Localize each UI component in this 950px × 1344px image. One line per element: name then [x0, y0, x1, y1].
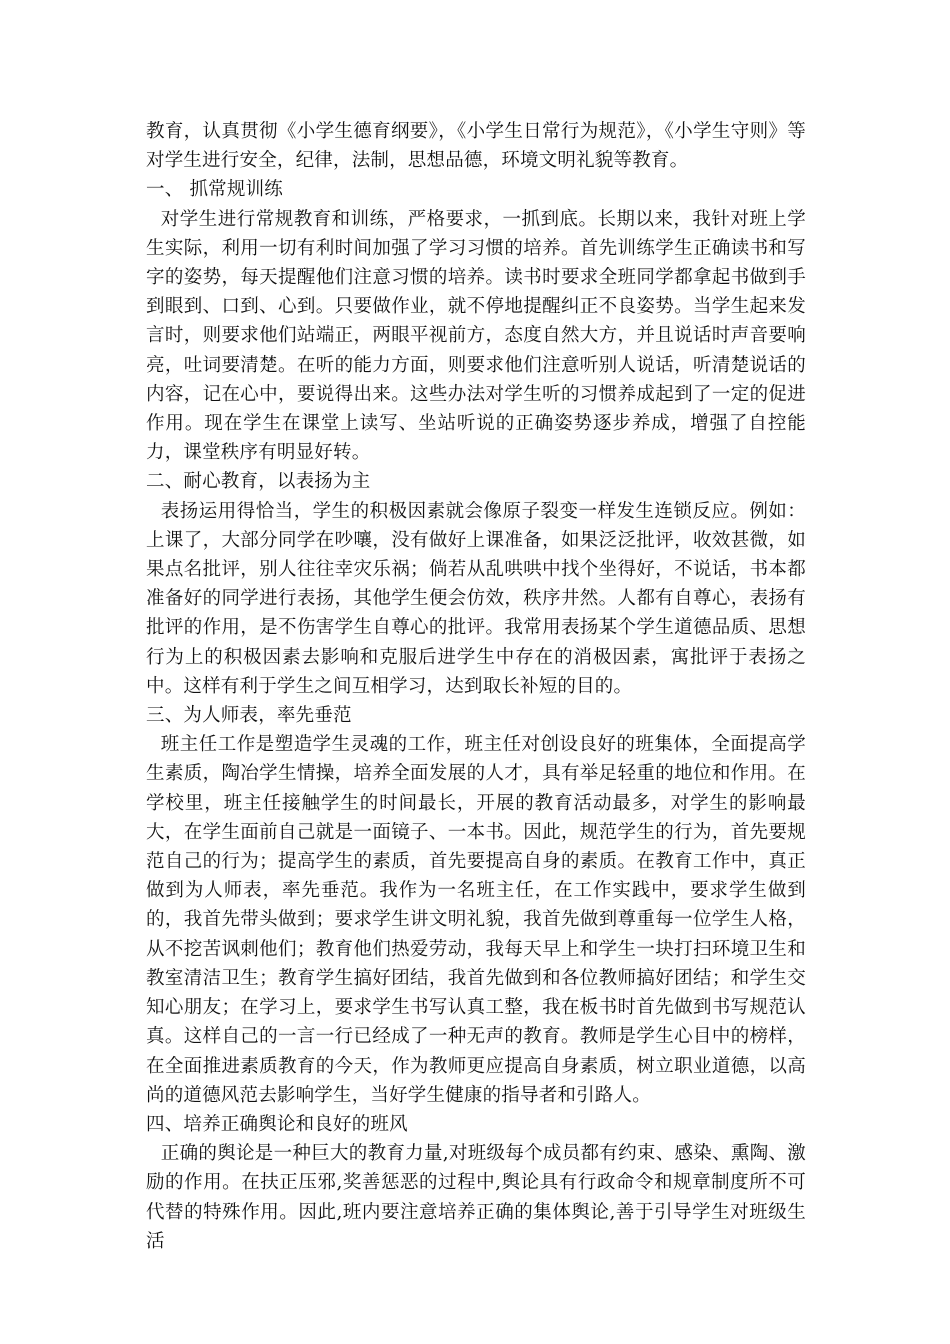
section-1-heading: 一、 抓常规训练 — [146, 179, 283, 201]
section-1-body: 对学生进行常规教育和训练，严格要求，一抓到底。长期以来，我针对班上学生实际，利用一切有利时间加强了学习习惯的培养。首先训练学生正确读书和写字的姿势，每天提醒他们注意习惯的培养。读书时要求全班同学都拿起书做到手到眼到、口到、心到。只要做作业，就不停地提醒纠正不良姿势。当学生起来发言时，则要求他们站端正，两眼平视前方，态度自然大方，并且说话时声音要响亮，吐词要清楚。在听的能力方面，则要求他们注意听别人说话，听清楚说话的内容，记在心中，要说得出来。这些办法对学生听的习惯养成起到了一定的促进作用。现在学生在课堂上读写、坐站听说的正确姿势逐步养成，增强了自控能力，课堂秩序有明显好转。 — [146, 208, 806, 464]
section-3-body: 班主任工作是塑造学生灵魂的工作，班主任对创设良好的班集体，全面提高学生素质，陶冶学生情操，培养全面发展的人才，具有举足轻重的地位和作用。在学校里，班主任接触学生的时间最长，开展的教育活动最多，对学生的影响最大，在学生面前自己就是一面镜子、一本书。因此，规范学生的行为，首先要规范自己的行为；提高学生的素质，首先要提高自身的素质。在教育工作中，真正做到为人师表，率先垂范。我作为一名班主任，在工作实践中，要求学生做到的，我首先带头做到；要求学生讲文明礼貌，我首先做到尊重每一位学生人格，从不挖苦讽刺他们；教育他们热爱劳动，我每天早上和学生一块打扫环境卫生和教室清洁卫生；教育学生搞好团结，我首先做到和各位教师搞好团结；和学生交知心朋友；在学习上，要求学生书写认真工整，我在板书时首先做到书写规范认真。这样自己的一言一行已经成了一种无声的教育。教师是学生心目中的榜样，在全面推进素质教育的今天，作为教师更应提高自身素质，树立职业道德，以高尚的道德风范去影响学生，当好学生健康的指导者和引路人。 — [146, 734, 806, 1106]
section-2-body: 表扬运用得恰当，学生的积极因素就会像原子裂变一样发生连锁反应。例如：上课了，大部分同学在吵嚷，没有做好上课准备，如果泛泛批评，收效甚微，如果点名批评，别人往往幸灾乐祸；倘若从乱哄哄中找个坐得好，不说话，书本都准备好的同学进行表扬，其他学生便会仿效，秩序井然。人都有自尊心，表扬有批评的作用，是不伤害学生自尊心的批评。我常用表扬某个学生道德品质、思想行为上的积极因素去影响和克服后进学生中存在的消极因素，寓批评于表扬之中。这样有利于学生之间互相学习，达到取长补短的目的。 — [146, 500, 806, 697]
section-4-heading: 四、培养正确舆论和良好的班风 — [146, 1113, 408, 1135]
intro-paragraph: 教育，认真贯彻《小学生德育纲要》，《小学生日常行为规范》，《小学生守则》等对学生进行安全，纪律，法制，思想品德，环境文明礼貌等教育。 — [146, 121, 806, 172]
section-3-heading: 三、为人师表，率先垂范 — [146, 705, 352, 727]
section-2-heading: 二、耐心教育，以表扬为主 — [146, 471, 371, 493]
section-4-body: 正确的舆论是一种巨大的教育力量,对班级每个成员都有约束、感染、熏陶、激励的作用。在扶正压邪,奖善惩恶的过程中,舆论具有行政命令和规章制度所不可代替的特殊作用。因此,班内要注意培养正确的集体舆论,善于引导学生对班级生活 — [146, 1143, 806, 1252]
document-page — [146, 117, 806, 1256]
